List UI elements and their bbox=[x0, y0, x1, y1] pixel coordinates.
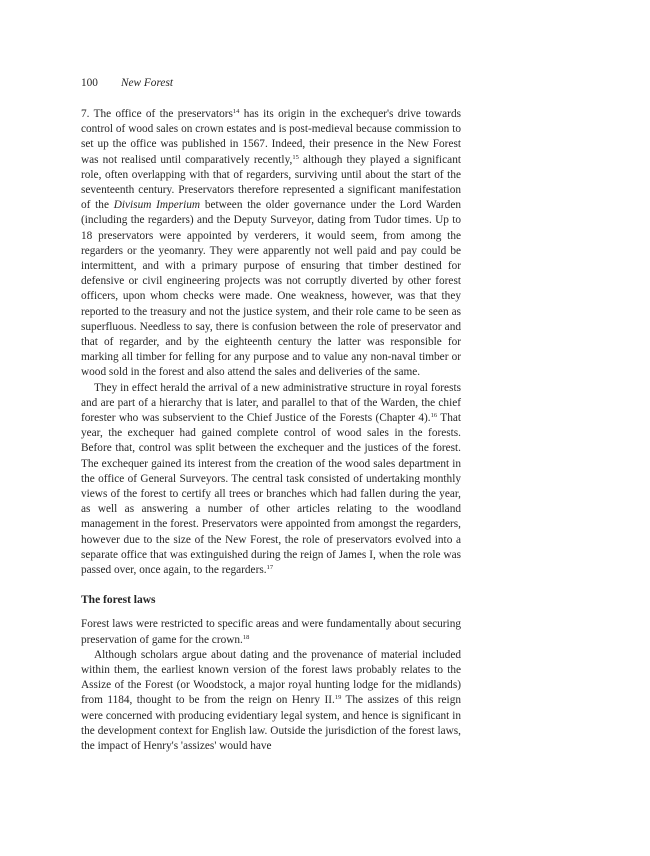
body-paragraph bbox=[81, 648, 461, 754]
text-run: Although scholars argue about dating and the provenance of material included within them, the earliest known version of the forest laws probably relates to the Assize of the Forest (or Woodstock, a major royal hunting lodge for the midlands) from 1184, thought to be from the reign on Henry II. bbox=[81, 648, 461, 707]
italic-term: Divisum Imperium bbox=[113, 199, 201, 212]
running-title: New Forest bbox=[121, 77, 173, 89]
body-paragraph bbox=[81, 107, 461, 381]
footnote-marker: 16 bbox=[430, 412, 438, 420]
text-run: They in effect herald the arrival of a new administrative structure in royal forests and are part of a hierarchy that is later, and parallel to that of the Warden, the chief forester who was subservient to the Chief Justice of the Forests (Chapter 4). bbox=[81, 381, 461, 425]
footnote-marker: 19 bbox=[334, 694, 342, 702]
text-run: although they played a significant role, often overlapping with that of regarders, surviving until about the start of the seventeenth century. Preservators therefore represented a significant manifestation of the bbox=[81, 153, 461, 212]
text-run: That year, the exchequer had gained complete control of wood sales in the forests. Before that, control was split between the exchequer and the justices of the forest. The exchequer gained its interest from the creation of the wood sales department in the office of General Surveyors. The central task consisted of undertaking monthly views of the forest to certify all trees or branches which had fallen during the year, as well as answering a number of other articles relating to the woodland management in the forest. Preservators were appointed from amongst the regarders, however due to the size of the New Forest, the role of preservators evolved into a separate office that was extinguished during the reign of James I, when the role was passed over, once again, to the regarders. bbox=[81, 412, 462, 577]
footnote-marker: 18 bbox=[242, 633, 250, 641]
section-forest-laws bbox=[81, 617, 461, 754]
section-preservators bbox=[81, 107, 461, 578]
page-number: 100 bbox=[81, 77, 98, 89]
body-paragraph bbox=[81, 381, 461, 579]
body-paragraph bbox=[81, 617, 461, 647]
footnote-marker: 15 bbox=[292, 153, 299, 161]
text-run: Forest laws were restricted to specific areas and were fundamentally about securing preservation of game for the crown. bbox=[81, 618, 461, 646]
text-run: 7. The office of the preservators bbox=[81, 108, 233, 120]
footnote-marker: 14 bbox=[232, 108, 240, 115]
footnote-marker: 17 bbox=[266, 564, 274, 572]
section-heading: The forest laws bbox=[81, 594, 156, 607]
book-page bbox=[81, 76, 461, 754]
text-run: The assizes of this reign were concerned with producing evidentiary legal system, and hence is significant in the development context for English law. Outside the jurisdiction of the forest laws, the impact of Henry's 'assizes' would have bbox=[81, 694, 461, 752]
running-header bbox=[81, 76, 461, 93]
text-run: between the older governance under the Lord Warden (including the regarders) and the Deputy Surveyor, dating from Tudor times. Up to 18 preservators were appointed by verderers, it would seem, from among the regarders or the yeomanry. They were apparently not well paid and pay could be intermittent, and with a primary purpose of ensuring that timber destined for defensive or civil engineering projects was not corruptly diverted by other forest officers, upon whom checks were made. One weakness, however, was that they reported to the treasury and not the justice system, and their role came to be seen as superfluous. Needless to say, there is confusion between the role of preservator and that of regarder, and by the eighteenth century the latter was responsible for marking all timber for felling for any purpose and to value any non-naval timber or wood sold in the forest and also attend the sales and deliveries of the same. bbox=[81, 199, 461, 379]
text-run: has its origin in the exchequer's drive towards control of wood sales on crown estates and is post-medieval because commission to set up the office was published in 1567. Indeed, their presence in the New Forest was not realised until comparatively recently, bbox=[81, 108, 461, 166]
